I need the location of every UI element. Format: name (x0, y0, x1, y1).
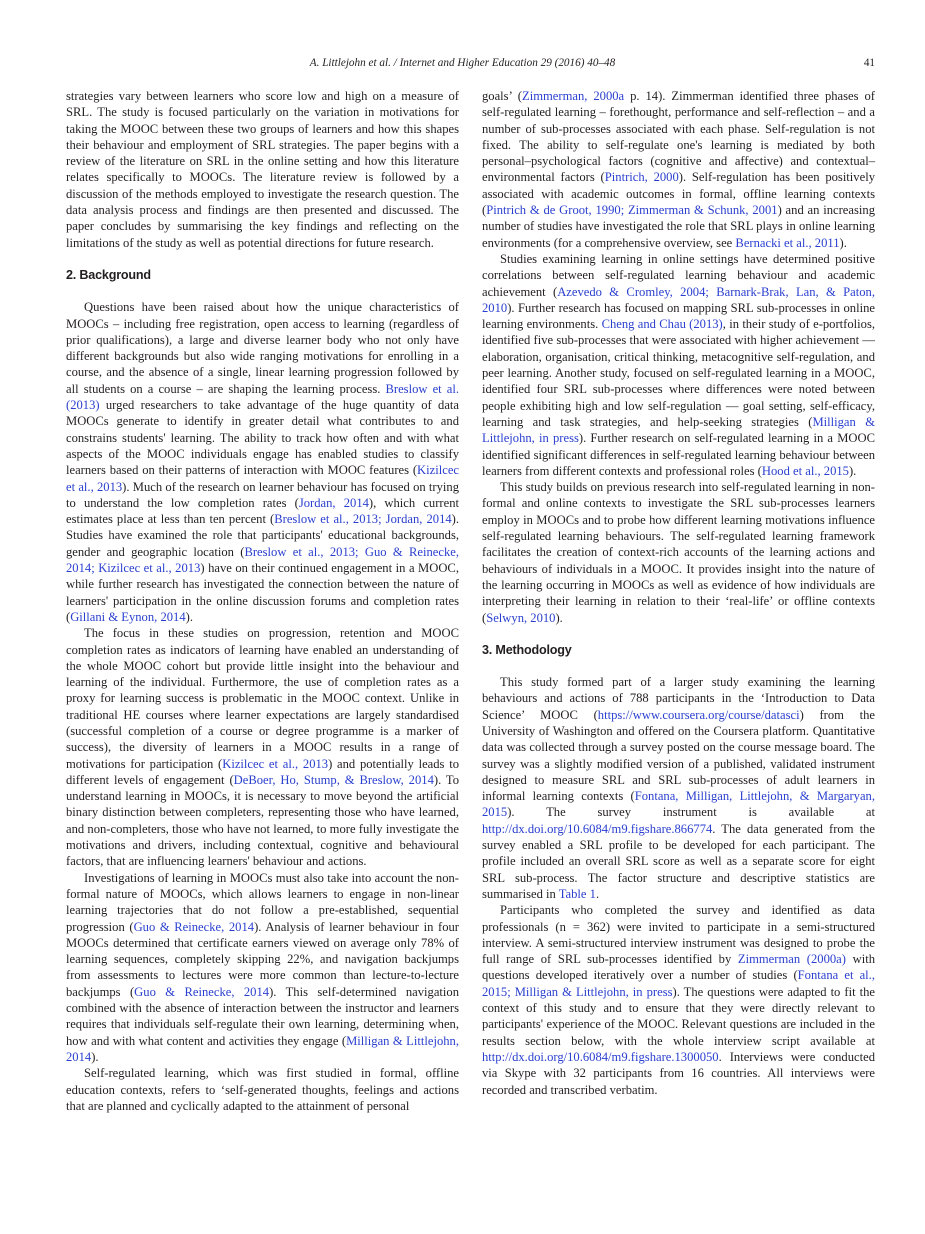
text-run: ). The questions were adapted to fit the context of this study and to ensure that they were directly relevant to participants' experience of the MOOC. Relevant questions are included in the results section below, with the whole interview script available at (482, 984, 875, 1048)
citation-link[interactable]: Milligan & Littlejohn, 2014 (66, 1033, 459, 1064)
citation-link[interactable]: Milligan & Littlejohn, in press (482, 414, 875, 446)
citation-link[interactable]: Hood et al., 2015 (761, 463, 849, 478)
text-run: ). (839, 235, 847, 250)
text-run: ) have on their continued engagement in a MOOC, while further research has investigated the connection between the nature of learners' participation in the online discussion forums and completion rates ( (66, 561, 459, 624)
text-run: ). Self-regulation has been positively associated with academic outcomes in formal, offline learning contexts ( (482, 170, 875, 218)
citation-link[interactable]: Kizilcec et al., 2013 (66, 463, 459, 494)
right-column (482, 88, 875, 1098)
text-run: ). Further research on self-regulated learning in a MOOC identified significant differences in self-regulated learning behaviour between learners from different contexts and professional roles ( (482, 431, 875, 478)
section-heading (482, 642, 875, 658)
text-run: goals’ ( (482, 89, 522, 103)
left-column (66, 88, 459, 1114)
citation-link[interactable]: Guo & Reinecke, 2014 (133, 919, 255, 934)
text-run: ). To understand learning in MOOCs, it is necessary to move beyond the artificial binary distinction between completers, representing those who have learned, and non-completers, those who have not learned, to more fully investigate the motivations and drivers, including contextual, cognitive and behavioural factors, that are influencing learners' behaviour and actions. (66, 772, 460, 869)
text-run: urged researchers to take advantage of the huge quantity of data MOOCs generate to identify in greater detail what contributes to and constrains students' learning. The ability to track how often and with what aspects of the MOOC individuals engage has enabled studies to classify learners based on their patterns of interaction with MOOC features ( (66, 398, 459, 478)
text-run: strategies vary between learners who score low and high on a measure of SRL. The study is focused particularly on the variation in motivations for taking the MOOC between these two groups of learners and how this shapes their behaviour and employment of SRL strategies. The paper begins with a review of the literature on SRL in the online setting and how this literature relates specifically to MOOCs. The literature review is followed by a discussion of the methods employed to investigate the research question. The data analysis process and findings are then presented and discussed. The paper concludes by summarising the key findings and reflecting on the limitations of the study as well as potential directions for future research. (66, 89, 459, 250)
citation-link[interactable]: http://dx.doi.org/10.6084/m9.figshare.866774 (482, 821, 713, 836)
paragraph (66, 88, 459, 251)
paragraph (482, 479, 875, 626)
citation-link[interactable]: Guo & Reinecke, 2014 (134, 984, 270, 999)
citation-link[interactable]: Bernacki et al., 2011 (735, 235, 840, 250)
text-run: Participants who completed the survey and identified as data professionals (n = 362) were invited to participate in a semi-structured interview. A semi-structured interview instrument was designed to probe the full range of SRL sub-processes identified by (482, 903, 875, 967)
text-run: ). Studies have examined the role that participants' educational backgrounds, gender and geographic location ( (66, 512, 460, 559)
text-run: The focus in these studies on progression, retention and MOOC completion rates as indicators of learning have enabled an understanding of the whole MOOC cohort but provide little insight into the behaviour and learning of the individual. Furthermore, the use of completion rates as a proxy for learning success is problematic in the MOOC context. Unlike in traditional HE courses where learner expectations are largely standardised (successful completion of a course or degree programme is a marker of success), the diversity of learners in a MOOC results in a range of motivations for participation ( (66, 626, 459, 771)
paragraph (66, 1065, 459, 1114)
citation-link[interactable]: Breslow et al., 2013; Guo & Reinecke, 2014; Kizilcec et al., 2013 (66, 544, 460, 576)
running-title: A. Littlejohn et al. / Internet and Higher Education 29 (2016) 40–48 (309, 57, 616, 69)
citation-link[interactable]: Jordan, 2014 (298, 495, 369, 510)
text-run: with questions developed iteratively over a number of studies ( (482, 952, 875, 983)
paragraph (482, 88, 875, 251)
text-run: ). Further research has focused on mapping SRL sub-processes in online learning environments. (482, 300, 875, 332)
text-run: , in their study of e-portfolios, identified five sub-processes that were associated with higher achievement — elaboration, organisation, critical thinking, metacognitive self-regulation, and peer learning. Another study, focused on self-regulated learning in a MOOC, identified four SRL sub-processes where differences were noted between people exhibiting high and low self-regulation — goal setting, self-efficacy, learning and task strategies, and help-seeking strategies ( (482, 317, 876, 429)
text-run: 2. Background (66, 267, 151, 282)
citation-link[interactable]: Zimmerman (2000a) (737, 952, 846, 967)
paragraph (482, 902, 875, 1098)
citation-link[interactable]: Cheng and Chau (2013) (601, 317, 723, 332)
text-run: Investigations of learning in MOOCs must also take into account the non-formal nature of MOOCs, which allows learners to engage in non-linear learning trajectories that do not follow a pre-established, sequential progression ( (66, 870, 459, 934)
citation-link[interactable]: Gillani & Eynon, 2014 (70, 609, 186, 624)
text-run: . The data generated from the survey enabled a SRL profile to be developed for each participant. The profile included an overall SRL score as well as a separate score for eight SRL sub-process. The factor structure and descriptive statistics are summarised in (482, 821, 875, 901)
text-run: This study builds on previous research into self-regulated learning in non-formal and online contexts to investigate the SRL sub-processes learners employ in MOOCs and to probe how different learning motivations influence self-regulated learning behaviours. The self-regulated learning framework facilitates the creation of context-rich accounts of the learning actions and behaviours of individuals in a MOOC. It provides insight into the nature of the learning occurring in MOOCs as well as evidence of how individuals are interpreting their learning in relation to their ‘real-life’ or offline contexts ( (482, 480, 875, 625)
citation-link[interactable]: Breslow et al., 2013; Jordan, 2014 (274, 512, 452, 527)
paragraph (66, 299, 459, 625)
citation-link[interactable]: https://www.coursera.org/course/datasci (597, 707, 800, 722)
citation-link[interactable]: Zimmerman, 2000a (522, 89, 625, 103)
citation-link[interactable]: Pintrich & de Groot, 1990; Zimmerman & Schunk, 2001 (486, 203, 778, 218)
text-run: ) from the University of Washington and offered on the Coursera platform. Quantitative data was collected through a survey posted on the course message board. The survey was a slightly modified version of a published, validated instrument designed to measure SRL and SRL sub-processes of adult learners in informal learning contexts ( (482, 707, 876, 804)
text-run: 3. Methodology (482, 642, 572, 657)
text-run: ). Analysis of learner behaviour in four MOOCs determined that certificate earners viewed on average only 78% of learning sequences, completely skipping 22%, and navigation backjumps from assessments to lectures were more common than lecture-to-lecture backjumps ( (66, 919, 459, 999)
paragraph (482, 674, 875, 902)
citation-link[interactable]: Breslow et al. (2013) (66, 381, 459, 413)
paragraph (482, 251, 875, 479)
citation-link[interactable]: Pintrich, 2000 (604, 170, 679, 185)
text-run: ) and potentially leads to different levels of engagement ( (66, 756, 459, 787)
text-run: ). This self-determined navigation combined with the absence of interaction between the instructor and learners requires that individuals self-regulate their own learning, determining when, how and with what content and activities they engage ( (66, 984, 459, 1048)
text-run: . Interviews were conducted via Skype with 32 participants from 16 countries. All interviews were recorded and transcribed verbatim. (482, 1049, 875, 1097)
text-run: ), which current estimates place at less than ten percent ( (66, 495, 459, 527)
citation-link[interactable]: Selwyn, 2010 (486, 610, 556, 625)
text-run: Self-regulated learning, which was first studied in formal, offline education contexts, refers to ‘self-generated thoughts, feelings and actions that are planned and cyclically adapted to the attainment of personal (66, 1066, 459, 1113)
text-run: . (595, 886, 600, 901)
text-run: ). (91, 1049, 99, 1064)
citation-link[interactable]: Kizilcec et al., 2013 (222, 756, 329, 771)
text-run: This study formed part of a larger study examining the learning behaviours and actions of 788 participants in the ‘Introduction to Data Science’ MOOC ( (482, 675, 875, 722)
text-run: ). (185, 609, 193, 624)
text-run: ). (848, 463, 857, 478)
page-number: 41 (863, 57, 875, 69)
text-run: p. 14). Zimmerman identified three phases of self-regulated learning – forethought, performance and self-reflection – and a number of sub-processes associated with each phase. Self-regulation is not fixed. The ability to self-regulate one's learning is mediated by both personal–psychological factors (cognitive and affective) and contextual–environmental factors ( (482, 89, 875, 185)
citation-link[interactable]: Table 1 (558, 886, 596, 901)
citation-link[interactable]: DeBoer, Ho, Stump, & Breslow, 2014 (233, 772, 434, 787)
citation-link[interactable]: Azevedo & Cromley, 2004; Barnark-Brak, Lan, & Paton, 2010 (482, 284, 876, 315)
text-run: Questions have been raised about how the unique characteristics of MOOCs – including free registration, open access to learning (regardless of prior qualifications), a large and diverse learner body who not only have different backgrounds but also wide ranging motivations for enrolling in a course, and the absence of a single, linear learning progression followed by all students on a course – are shaping the learning process. (66, 300, 459, 396)
section-heading (66, 267, 459, 283)
paragraph (66, 870, 459, 1066)
text-run: ). The survey instrument is available at (507, 805, 875, 820)
text-run: Studies examining learning in online settings have determined positive correlations between self-regulated learning behaviour and academic achievement ( (482, 251, 875, 299)
text-run: ). (555, 610, 563, 625)
paragraph (66, 625, 459, 869)
citation-link[interactable]: Fontana et al., 2015; Milligan & Littlejohn, in press (482, 968, 875, 999)
citation-link[interactable]: Fontana, Milligan, Littlejohn, & Margaryan, 2015 (482, 789, 875, 820)
text-run: ). Much of the research on learner behaviour has focused on trying to understand the low completion rates ( (66, 479, 459, 510)
text-run: ) and an increasing number of studies have investigated the role that SRL plays in online learning environments (for a comprehensive overview, see (482, 203, 875, 250)
citation-link[interactable]: http://dx.doi.org/10.6084/m9.figshare.1300050 (482, 1049, 719, 1064)
running-header (0, 57, 925, 73)
